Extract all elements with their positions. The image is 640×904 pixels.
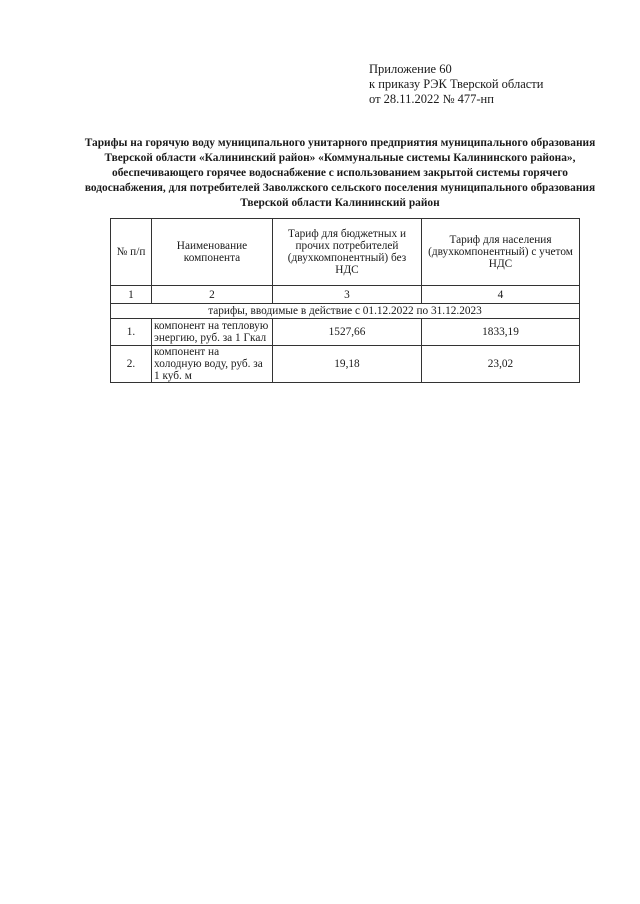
row-population-tariff: 23,02 [422, 346, 580, 383]
title-line: водоснабжения, для потребителей Заволжского сельского поселения муниципального образования [84, 182, 596, 194]
appendix-reference [369, 62, 543, 107]
appendix-number: Приложение 60 [369, 62, 452, 76]
title-line: Тверской области «Калининский район» «Коммунальные системы Калининского района», [104, 152, 576, 164]
title-line: Тверской области Калининский район [240, 197, 440, 209]
row-component-name: компонент на тепловую энергию, руб. за 1 Гкал [152, 319, 273, 346]
header-population-tariff: Тариф для населения (двухкомпонентный) с учетом НДС [422, 219, 580, 286]
column-number-row [111, 286, 580, 304]
column-number: 2 [152, 286, 273, 304]
column-number: 3 [273, 286, 422, 304]
appendix-order: к приказу РЭК Тверской области [369, 77, 544, 91]
column-number: 1 [111, 286, 152, 304]
table-row [111, 319, 580, 346]
row-population-tariff: 1833,19 [422, 319, 580, 346]
title-line: обеспечивающего горячее водоснабжение с использованием закрытой системы горячего [112, 167, 568, 179]
row-number: 1. [111, 319, 152, 346]
row-budget-tariff: 19,18 [273, 346, 422, 383]
header-component-name: Наименование компонента [152, 219, 273, 286]
table-header-row [111, 219, 580, 286]
row-budget-tariff: 1527,66 [273, 319, 422, 346]
title-line: Тарифы на горячую воду муниципального унитарного предприятия муниципального образования [84, 137, 596, 149]
tariff-table [110, 218, 580, 383]
column-number: 4 [422, 286, 580, 304]
document-title [70, 136, 610, 211]
table-row [111, 346, 580, 383]
row-number: 2. [111, 346, 152, 383]
appendix-date: от 28.11.2022 № 477-нп [369, 92, 494, 106]
header-number: № п/п [111, 219, 152, 286]
period-label: тарифы, вводимые в действие с 01.12.2022 по 31.12.2023 [111, 304, 580, 319]
row-component-name: компонент на холодную воду, руб. за 1 куб. м [152, 346, 273, 383]
period-row [111, 304, 580, 319]
header-budget-tariff: Тариф для бюджетных и прочих потребителей (двухкомпонентный) без НДС [273, 219, 422, 286]
